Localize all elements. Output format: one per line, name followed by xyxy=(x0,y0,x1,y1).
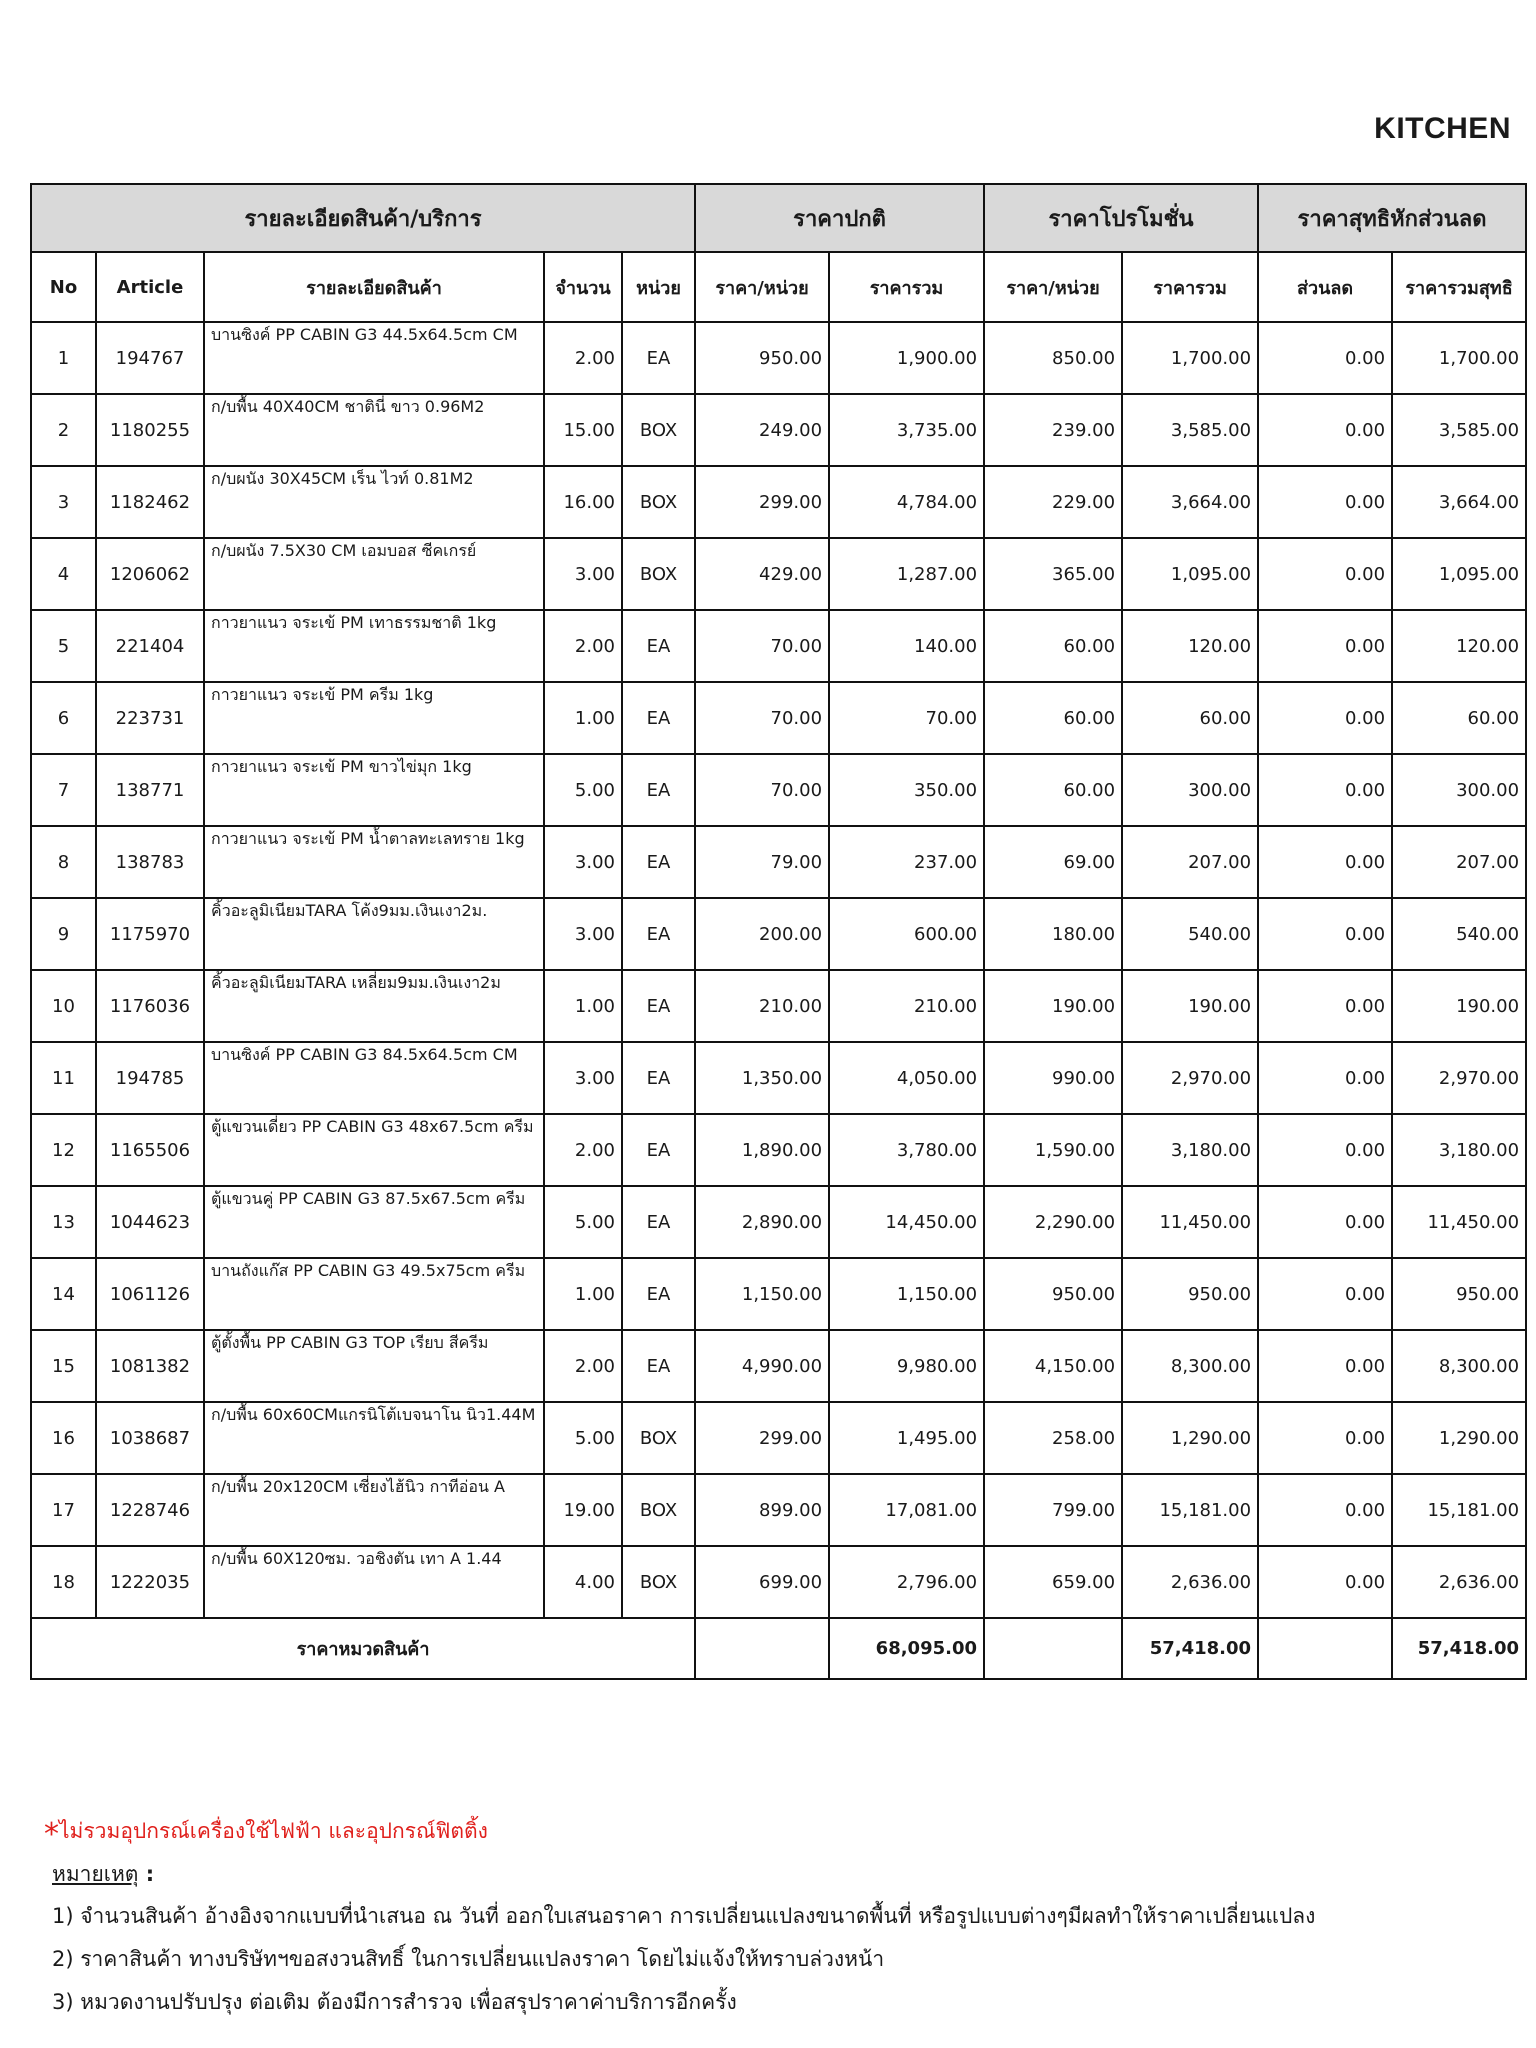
cell-regular-unit-price: 2,890.00 xyxy=(695,1186,829,1258)
cell-quantity: 2.00 xyxy=(544,322,622,394)
cell-discount: 0.00 xyxy=(1258,1042,1392,1114)
cell-promo-unit-price: 60.00 xyxy=(984,754,1122,826)
cell-regular-unit-price: 79.00 xyxy=(695,826,829,898)
col-header-unit: หน่วย xyxy=(622,252,695,322)
group-header-net-price: ราคาสุทธิหักส่วนลด xyxy=(1258,184,1526,252)
cell-article: 223731 xyxy=(96,682,204,754)
col-header-no: No xyxy=(31,252,96,322)
cell-promo-total: 207.00 xyxy=(1122,826,1258,898)
cell-article: 1206062 xyxy=(96,538,204,610)
cell-discount: 0.00 xyxy=(1258,682,1392,754)
cell-net-total: 2,636.00 xyxy=(1392,1546,1526,1618)
cell-regular-total: 600.00 xyxy=(829,898,984,970)
cell-regular-unit-price: 1,890.00 xyxy=(695,1114,829,1186)
notes-heading: หมายเหตุ : xyxy=(52,1862,155,1886)
cell-unit: BOX xyxy=(622,466,695,538)
cell-article: 1081382 xyxy=(96,1330,204,1402)
cell-regular-unit-price: 70.00 xyxy=(695,682,829,754)
total-net-spacer xyxy=(1258,1618,1392,1679)
cell-description: ตู้แขวนคู่ PP CABIN G3 87.5x67.5cm ครีม xyxy=(204,1186,544,1258)
cell-regular-total: 3,735.00 xyxy=(829,394,984,466)
cell-unit: BOX xyxy=(622,394,695,466)
cell-promo-total: 950.00 xyxy=(1122,1258,1258,1330)
cell-article: 1038687 xyxy=(96,1402,204,1474)
table-row xyxy=(31,898,1526,970)
table-row xyxy=(31,1402,1526,1474)
total-regular-spacer xyxy=(695,1618,829,1679)
cell-regular-total: 237.00 xyxy=(829,826,984,898)
cell-no: 10 xyxy=(31,970,96,1042)
cell-unit: EA xyxy=(622,1330,695,1402)
cell-regular-total: 2,796.00 xyxy=(829,1546,984,1618)
cell-promo-unit-price: 659.00 xyxy=(984,1546,1122,1618)
cell-promo-unit-price: 239.00 xyxy=(984,394,1122,466)
cell-regular-unit-price: 249.00 xyxy=(695,394,829,466)
cell-discount: 0.00 xyxy=(1258,394,1392,466)
cell-no: 13 xyxy=(31,1186,96,1258)
cell-unit: EA xyxy=(622,1186,695,1258)
col-header-article: Article xyxy=(96,252,204,322)
total-promo-spacer xyxy=(984,1618,1122,1679)
cell-discount: 0.00 xyxy=(1258,1330,1392,1402)
cell-article: 1182462 xyxy=(96,466,204,538)
cell-article: 194767 xyxy=(96,322,204,394)
cell-quantity: 3.00 xyxy=(544,538,622,610)
cell-discount: 0.00 xyxy=(1258,538,1392,610)
cell-article: 138771 xyxy=(96,754,204,826)
table-row xyxy=(31,1474,1526,1546)
cell-promo-total: 3,180.00 xyxy=(1122,1114,1258,1186)
total-regular: 68,095.00 xyxy=(829,1618,984,1679)
cell-no: 18 xyxy=(31,1546,96,1618)
cell-regular-unit-price: 299.00 xyxy=(695,1402,829,1474)
cell-discount: 0.00 xyxy=(1258,1114,1392,1186)
col-header-regular-total: ราคารวม xyxy=(829,252,984,322)
cell-quantity: 3.00 xyxy=(544,826,622,898)
cell-no: 11 xyxy=(31,1042,96,1114)
cell-promo-total: 1,700.00 xyxy=(1122,322,1258,394)
cell-description: บานถังแก๊ส PP CABIN G3 49.5x75cm ครีม xyxy=(204,1258,544,1330)
col-header-discount: ส่วนลด xyxy=(1258,252,1392,322)
cell-regular-unit-price: 950.00 xyxy=(695,322,829,394)
cell-net-total: 300.00 xyxy=(1392,754,1526,826)
cell-description: คิ้วอะลูมิเนียมTARA เหลี่ยม9มม.เงินเงา2ม xyxy=(204,970,544,1042)
table-body xyxy=(31,322,1526,1618)
total-net: 57,418.00 xyxy=(1392,1618,1526,1679)
cell-discount: 0.00 xyxy=(1258,1186,1392,1258)
cell-regular-total: 210.00 xyxy=(829,970,984,1042)
cell-discount: 0.00 xyxy=(1258,1402,1392,1474)
cell-quantity: 1.00 xyxy=(544,970,622,1042)
cell-net-total: 15,181.00 xyxy=(1392,1474,1526,1546)
cell-description: ก/บผนัง 30X45CM เร็น ไวท์ 0.81M2 xyxy=(204,466,544,538)
cell-unit: EA xyxy=(622,754,695,826)
cell-promo-unit-price: 1,590.00 xyxy=(984,1114,1122,1186)
total-promo: 57,418.00 xyxy=(1122,1618,1258,1679)
cell-article: 221404 xyxy=(96,610,204,682)
cell-promo-unit-price: 850.00 xyxy=(984,322,1122,394)
cell-discount: 0.00 xyxy=(1258,970,1392,1042)
cell-description: บานซิงค์ PP CABIN G3 84.5x64.5cm CM xyxy=(204,1042,544,1114)
group-header-regular-price: ราคาปกติ xyxy=(695,184,984,252)
cell-promo-unit-price: 190.00 xyxy=(984,970,1122,1042)
cell-regular-total: 1,287.00 xyxy=(829,538,984,610)
cell-promo-total: 540.00 xyxy=(1122,898,1258,970)
cell-net-total: 540.00 xyxy=(1392,898,1526,970)
cell-quantity: 16.00 xyxy=(544,466,622,538)
cell-promo-total: 2,636.00 xyxy=(1122,1546,1258,1618)
cell-unit: BOX xyxy=(622,1474,695,1546)
cell-article: 1180255 xyxy=(96,394,204,466)
cell-promo-unit-price: 258.00 xyxy=(984,1402,1122,1474)
cell-net-total: 190.00 xyxy=(1392,970,1526,1042)
cell-unit: EA xyxy=(622,826,695,898)
cell-no: 15 xyxy=(31,1330,96,1402)
cell-description: ก/บพื้น 60X120ซม. วอชิงตัน เทา A 1.44 xyxy=(204,1546,544,1618)
cell-promo-unit-price: 990.00 xyxy=(984,1042,1122,1114)
cell-no: 17 xyxy=(31,1474,96,1546)
cell-net-total: 1,095.00 xyxy=(1392,538,1526,610)
cell-no: 14 xyxy=(31,1258,96,1330)
table-row xyxy=(31,1186,1526,1258)
table-row xyxy=(31,322,1526,394)
cell-discount: 0.00 xyxy=(1258,1258,1392,1330)
table-row xyxy=(31,826,1526,898)
cell-promo-total: 190.00 xyxy=(1122,970,1258,1042)
cell-promo-total: 3,664.00 xyxy=(1122,466,1258,538)
cell-regular-total: 14,450.00 xyxy=(829,1186,984,1258)
cell-unit: EA xyxy=(622,898,695,970)
cell-article: 1228746 xyxy=(96,1474,204,1546)
cell-discount: 0.00 xyxy=(1258,898,1392,970)
cell-discount: 0.00 xyxy=(1258,1474,1392,1546)
cell-unit: EA xyxy=(622,682,695,754)
cell-description: กาวยาแนว จระเข้ PM ขาวไข่มุก 1kg xyxy=(204,754,544,826)
cell-promo-total: 1,290.00 xyxy=(1122,1402,1258,1474)
table-row xyxy=(31,1330,1526,1402)
cell-quantity: 5.00 xyxy=(544,1402,622,1474)
cell-article: 1044623 xyxy=(96,1186,204,1258)
notes-heading-text: หมายเหตุ xyxy=(52,1862,139,1886)
cell-regular-total: 17,081.00 xyxy=(829,1474,984,1546)
cell-no: 3 xyxy=(31,466,96,538)
cell-regular-unit-price: 70.00 xyxy=(695,610,829,682)
cell-regular-unit-price: 70.00 xyxy=(695,754,829,826)
cell-discount: 0.00 xyxy=(1258,754,1392,826)
cell-regular-total: 4,784.00 xyxy=(829,466,984,538)
col-header-net-total: ราคารวมสุทธิ xyxy=(1392,252,1526,322)
table-row xyxy=(31,1042,1526,1114)
cell-unit: EA xyxy=(622,1258,695,1330)
cell-description: ก/บพื้น 60x60CMแกรนิโต้เบจนาโน นิว1.44M xyxy=(204,1402,544,1474)
cell-promo-unit-price: 229.00 xyxy=(984,466,1122,538)
warning-text: ไม่รวมอุปกรณ์เครื่องใช้ไฟฟ้า และอุปกรณ์ฟิตติ้ง xyxy=(59,1819,488,1843)
cell-description: กาวยาแนว จระเข้ PM ครีม 1kg xyxy=(204,682,544,754)
table-row xyxy=(31,610,1526,682)
cell-quantity: 15.00 xyxy=(544,394,622,466)
cell-description: คิ้วอะลูมิเนียมTARA โค้ง9มม.เงินเงา2ม. xyxy=(204,898,544,970)
table-row xyxy=(31,970,1526,1042)
exclusion-warning xyxy=(44,1815,488,1852)
cell-regular-total: 4,050.00 xyxy=(829,1042,984,1114)
note-2: 2) ราคาสินค้า ทางบริษัทฯขอสงวนสิทธิ์ ในการเปลี่ยนแปลงราคา โดยไม่แจ้งให้ทราบล่วงหน้า xyxy=(52,1947,885,1971)
note-3: 3) หมวดงานปรับปรุง ต่อเติม ต้องมีการสำรวจ เพื่อสรุปราคาค่าบริการอีกครั้ง xyxy=(52,1990,737,2014)
cell-unit: EA xyxy=(622,1114,695,1186)
cell-promo-total: 1,095.00 xyxy=(1122,538,1258,610)
cell-article: 1061126 xyxy=(96,1258,204,1330)
group-header-details: รายละเอียดสินค้า/บริการ xyxy=(31,184,695,252)
cell-regular-unit-price: 299.00 xyxy=(695,466,829,538)
table-row xyxy=(31,394,1526,466)
cell-promo-unit-price: 60.00 xyxy=(984,610,1122,682)
cell-promo-total: 2,970.00 xyxy=(1122,1042,1258,1114)
cell-net-total: 120.00 xyxy=(1392,610,1526,682)
cell-discount: 0.00 xyxy=(1258,322,1392,394)
table-row xyxy=(31,754,1526,826)
col-header-quantity: จำนวน xyxy=(544,252,622,322)
cell-discount: 0.00 xyxy=(1258,466,1392,538)
cell-quantity: 1.00 xyxy=(544,682,622,754)
cell-promo-unit-price: 2,290.00 xyxy=(984,1186,1122,1258)
cell-promo-unit-price: 69.00 xyxy=(984,826,1122,898)
cell-unit: BOX xyxy=(622,1546,695,1618)
cell-no: 1 xyxy=(31,322,96,394)
col-header-description: รายละเอียดสินค้า xyxy=(204,252,544,322)
table-row xyxy=(31,466,1526,538)
cell-unit: EA xyxy=(622,610,695,682)
cell-promo-total: 11,450.00 xyxy=(1122,1186,1258,1258)
table-row xyxy=(31,538,1526,610)
cell-quantity: 2.00 xyxy=(544,1114,622,1186)
cell-no: 4 xyxy=(31,538,96,610)
cell-regular-unit-price: 899.00 xyxy=(695,1474,829,1546)
cell-article: 1176036 xyxy=(96,970,204,1042)
cell-description: ตู้แขวนเดี่ยว PP CABIN G3 48x67.5cm ครีม xyxy=(204,1114,544,1186)
table-row xyxy=(31,1114,1526,1186)
cell-regular-total: 3,780.00 xyxy=(829,1114,984,1186)
cell-regular-unit-price: 429.00 xyxy=(695,538,829,610)
cell-promo-total: 120.00 xyxy=(1122,610,1258,682)
cell-promo-unit-price: 60.00 xyxy=(984,682,1122,754)
cell-unit: EA xyxy=(622,970,695,1042)
cell-net-total: 950.00 xyxy=(1392,1258,1526,1330)
cell-article: 1222035 xyxy=(96,1546,204,1618)
cell-description: ตู้ตั้งพื้น PP CABIN G3 TOP เรียบ สีครีม xyxy=(204,1330,544,1402)
cell-description: ก/บผนัง 7.5X30 CM เอมบอส ซีคเกรย์ xyxy=(204,538,544,610)
cell-no: 8 xyxy=(31,826,96,898)
cell-net-total: 1,290.00 xyxy=(1392,1402,1526,1474)
cell-quantity: 3.00 xyxy=(544,898,622,970)
cell-net-total: 3,585.00 xyxy=(1392,394,1526,466)
cell-promo-total: 3,585.00 xyxy=(1122,394,1258,466)
cell-regular-unit-price: 200.00 xyxy=(695,898,829,970)
cell-quantity: 2.00 xyxy=(544,610,622,682)
cell-regular-total: 350.00 xyxy=(829,754,984,826)
cell-net-total: 207.00 xyxy=(1392,826,1526,898)
cell-article: 1175970 xyxy=(96,898,204,970)
column-header-row xyxy=(31,252,1526,322)
cell-regular-total: 140.00 xyxy=(829,610,984,682)
cell-article: 1165506 xyxy=(96,1114,204,1186)
cell-promo-total: 300.00 xyxy=(1122,754,1258,826)
cell-regular-unit-price: 4,990.00 xyxy=(695,1330,829,1402)
cell-promo-unit-price: 4,150.00 xyxy=(984,1330,1122,1402)
cell-regular-total: 1,900.00 xyxy=(829,322,984,394)
cell-net-total: 3,180.00 xyxy=(1392,1114,1526,1186)
cell-regular-unit-price: 210.00 xyxy=(695,970,829,1042)
cell-no: 16 xyxy=(31,1402,96,1474)
table-row xyxy=(31,1546,1526,1618)
cell-net-total: 2,970.00 xyxy=(1392,1042,1526,1114)
cell-promo-total: 15,181.00 xyxy=(1122,1474,1258,1546)
cell-regular-total: 9,980.00 xyxy=(829,1330,984,1402)
cell-no: 9 xyxy=(31,898,96,970)
group-header-promo-price: ราคาโปรโมชั่น xyxy=(984,184,1258,252)
cell-no: 2 xyxy=(31,394,96,466)
cell-description: กาวยาแนว จระเข้ PM เทาธรรมชาติ 1kg xyxy=(204,610,544,682)
table-row xyxy=(31,682,1526,754)
cell-net-total: 60.00 xyxy=(1392,682,1526,754)
cell-regular-total: 70.00 xyxy=(829,682,984,754)
cell-article: 138783 xyxy=(96,826,204,898)
cell-net-total: 3,664.00 xyxy=(1392,466,1526,538)
col-header-promo-unit-price: ราคา/หน่วย xyxy=(984,252,1122,322)
group-header-row xyxy=(31,184,1526,252)
cell-quantity: 2.00 xyxy=(544,1330,622,1402)
cell-article: 194785 xyxy=(96,1042,204,1114)
cell-regular-unit-price: 1,150.00 xyxy=(695,1258,829,1330)
cell-unit: BOX xyxy=(622,538,695,610)
table-row xyxy=(31,1258,1526,1330)
cell-promo-total: 60.00 xyxy=(1122,682,1258,754)
col-header-regular-unit-price: ราคา/หน่วย xyxy=(695,252,829,322)
cell-net-total: 8,300.00 xyxy=(1392,1330,1526,1402)
cell-quantity: 3.00 xyxy=(544,1042,622,1114)
cell-promo-total: 8,300.00 xyxy=(1122,1330,1258,1402)
cell-unit: BOX xyxy=(622,1402,695,1474)
cell-discount: 0.00 xyxy=(1258,1546,1392,1618)
cell-promo-unit-price: 180.00 xyxy=(984,898,1122,970)
cell-description: ก/บพื้น 20x120CM เซี่ยงไฮ้นิว กาทีอ่อน A xyxy=(204,1474,544,1546)
col-header-promo-total: ราคารวม xyxy=(1122,252,1258,322)
quotation-table xyxy=(30,183,1527,1680)
cell-regular-total: 1,495.00 xyxy=(829,1402,984,1474)
cell-promo-unit-price: 950.00 xyxy=(984,1258,1122,1330)
total-label: ราคาหมวดสินค้า xyxy=(31,1618,695,1679)
cell-description: บานซิงค์ PP CABIN G3 44.5x64.5cm CM xyxy=(204,322,544,394)
cell-discount: 0.00 xyxy=(1258,826,1392,898)
cell-description: ก/บพื้น 40X40CM ชาตินี่ ขาว 0.96M2 xyxy=(204,394,544,466)
cell-regular-unit-price: 699.00 xyxy=(695,1546,829,1618)
page-title: KITCHEN xyxy=(1374,112,1511,145)
cell-description: กาวยาแนว จระเข้ PM น้ำตาลทะเลทราย 1kg xyxy=(204,826,544,898)
cell-discount: 0.00 xyxy=(1258,610,1392,682)
cell-regular-total: 1,150.00 xyxy=(829,1258,984,1330)
cell-quantity: 4.00 xyxy=(544,1546,622,1618)
cell-no: 7 xyxy=(31,754,96,826)
cell-net-total: 11,450.00 xyxy=(1392,1186,1526,1258)
cell-quantity: 1.00 xyxy=(544,1258,622,1330)
note-1: 1) จำนวนสินค้า อ้างอิงจากแบบที่นำเสนอ ณ วันที่ ออกใบเสนอราคา การเปลี่ยนแปลงขนาดพื้นที่ หรือรูปแบบต่างๆมีผลทำให้ราคาเปลี่ยนแปลง xyxy=(52,1904,1316,1928)
cell-unit: EA xyxy=(622,1042,695,1114)
cell-no: 6 xyxy=(31,682,96,754)
total-row xyxy=(31,1618,1526,1679)
cell-quantity: 5.00 xyxy=(544,754,622,826)
cell-promo-unit-price: 365.00 xyxy=(984,538,1122,610)
cell-promo-unit-price: 799.00 xyxy=(984,1474,1122,1546)
cell-unit: EA xyxy=(622,322,695,394)
cell-quantity: 19.00 xyxy=(544,1474,622,1546)
cell-net-total: 1,700.00 xyxy=(1392,322,1526,394)
cell-no: 12 xyxy=(31,1114,96,1186)
asterisk-icon: * xyxy=(44,1817,59,1852)
cell-regular-unit-price: 1,350.00 xyxy=(695,1042,829,1114)
cell-no: 5 xyxy=(31,610,96,682)
cell-quantity: 5.00 xyxy=(544,1186,622,1258)
